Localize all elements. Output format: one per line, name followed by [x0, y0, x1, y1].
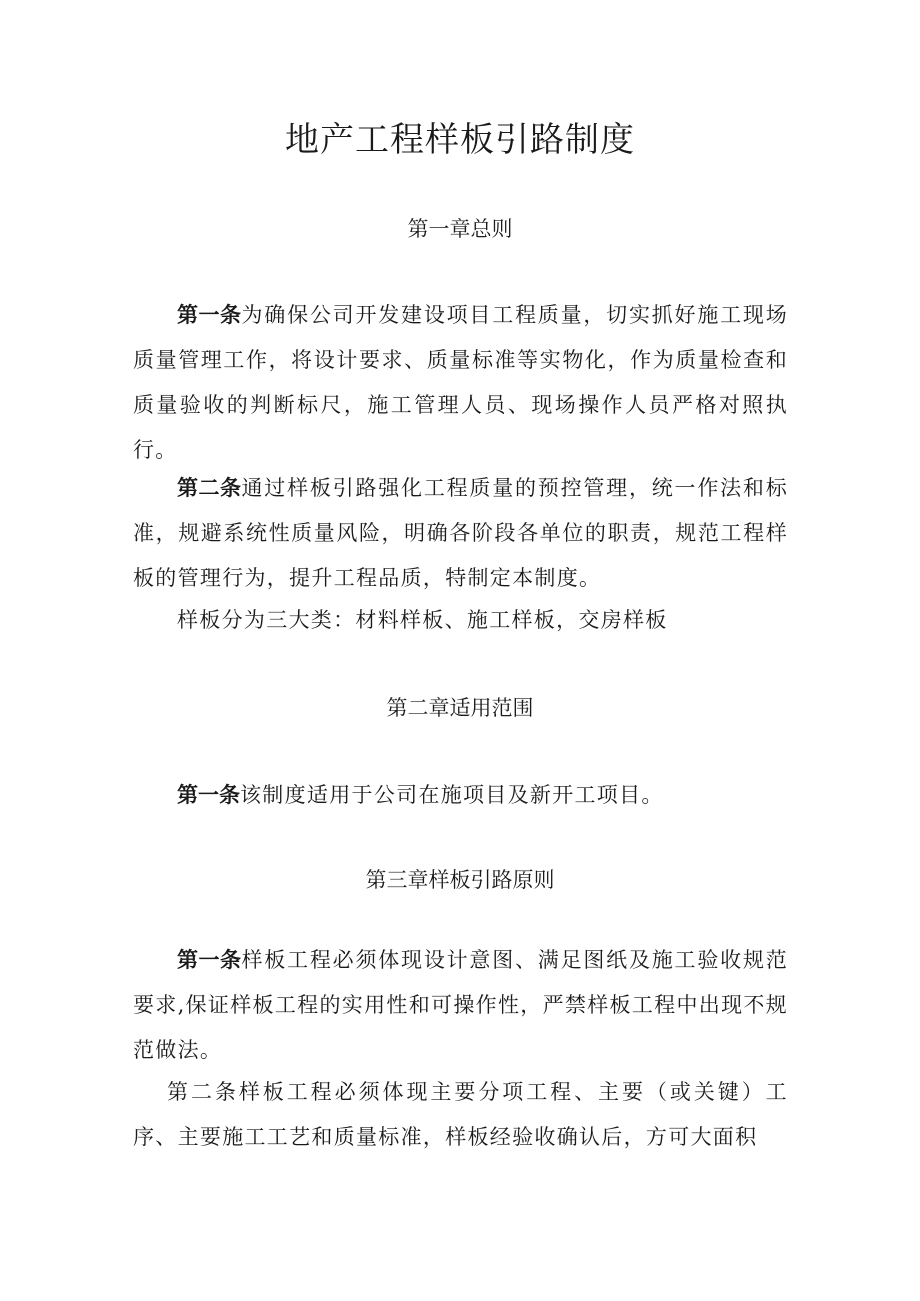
chapter-heading: 第三章样板引路原则 [365, 868, 555, 892]
article-text: 该制度适用于公司在施项目及新开工项目。 [240, 783, 664, 807]
article-text: 样板工程必须体现设计意图、满足图纸及施工验收规范要求,保证样板工程的实用性和可操作性，严禁样板工程中出现不规范做法。 [133, 948, 789, 1062]
article-text: 通过样板引路强化工程质量的预控管理，统一作法和标准，规避系统性质量风险，明确各阶段各单位的职责，规范工程样板的管理行为，提升工程品质，特制定本制度。 [133, 476, 789, 590]
chapter-heading: 第一章总则 [407, 217, 513, 241]
article-paragraph [133, 773, 788, 818]
paragraph-text: 第二条样板工程必须体现主要分项工程、主要（或关键）工序、主要施工工艺和质量标准，样板经验收确认后，方可大面积 [133, 1080, 788, 1149]
chapter-heading: 第二章适用范围 [386, 696, 534, 720]
plain-paragraph [133, 598, 788, 643]
document-title: 地产工程样板引路制度 [285, 120, 635, 160]
article-number: 第一条 [177, 948, 242, 972]
paragraph-text: 样板分为三大类：材料样板、施工样板，交房样板 [177, 608, 668, 632]
article-number: 第一条 [177, 303, 242, 327]
plain-paragraph [133, 1070, 788, 1160]
article-paragraph [133, 293, 788, 473]
article-text: 为确保公司开发建设项目工程质量，切实抓好施工现场质量管理工作，将设计要求、质量标准等实物化，作为质量检查和质量验收的判断标尺，施工管理人员、现场操作人员严格对照执行。 [133, 303, 789, 462]
article-paragraph [133, 466, 788, 601]
article-number: 第二条 [177, 476, 242, 500]
article-number: 第一条 [177, 783, 240, 807]
article-paragraph [133, 938, 788, 1073]
